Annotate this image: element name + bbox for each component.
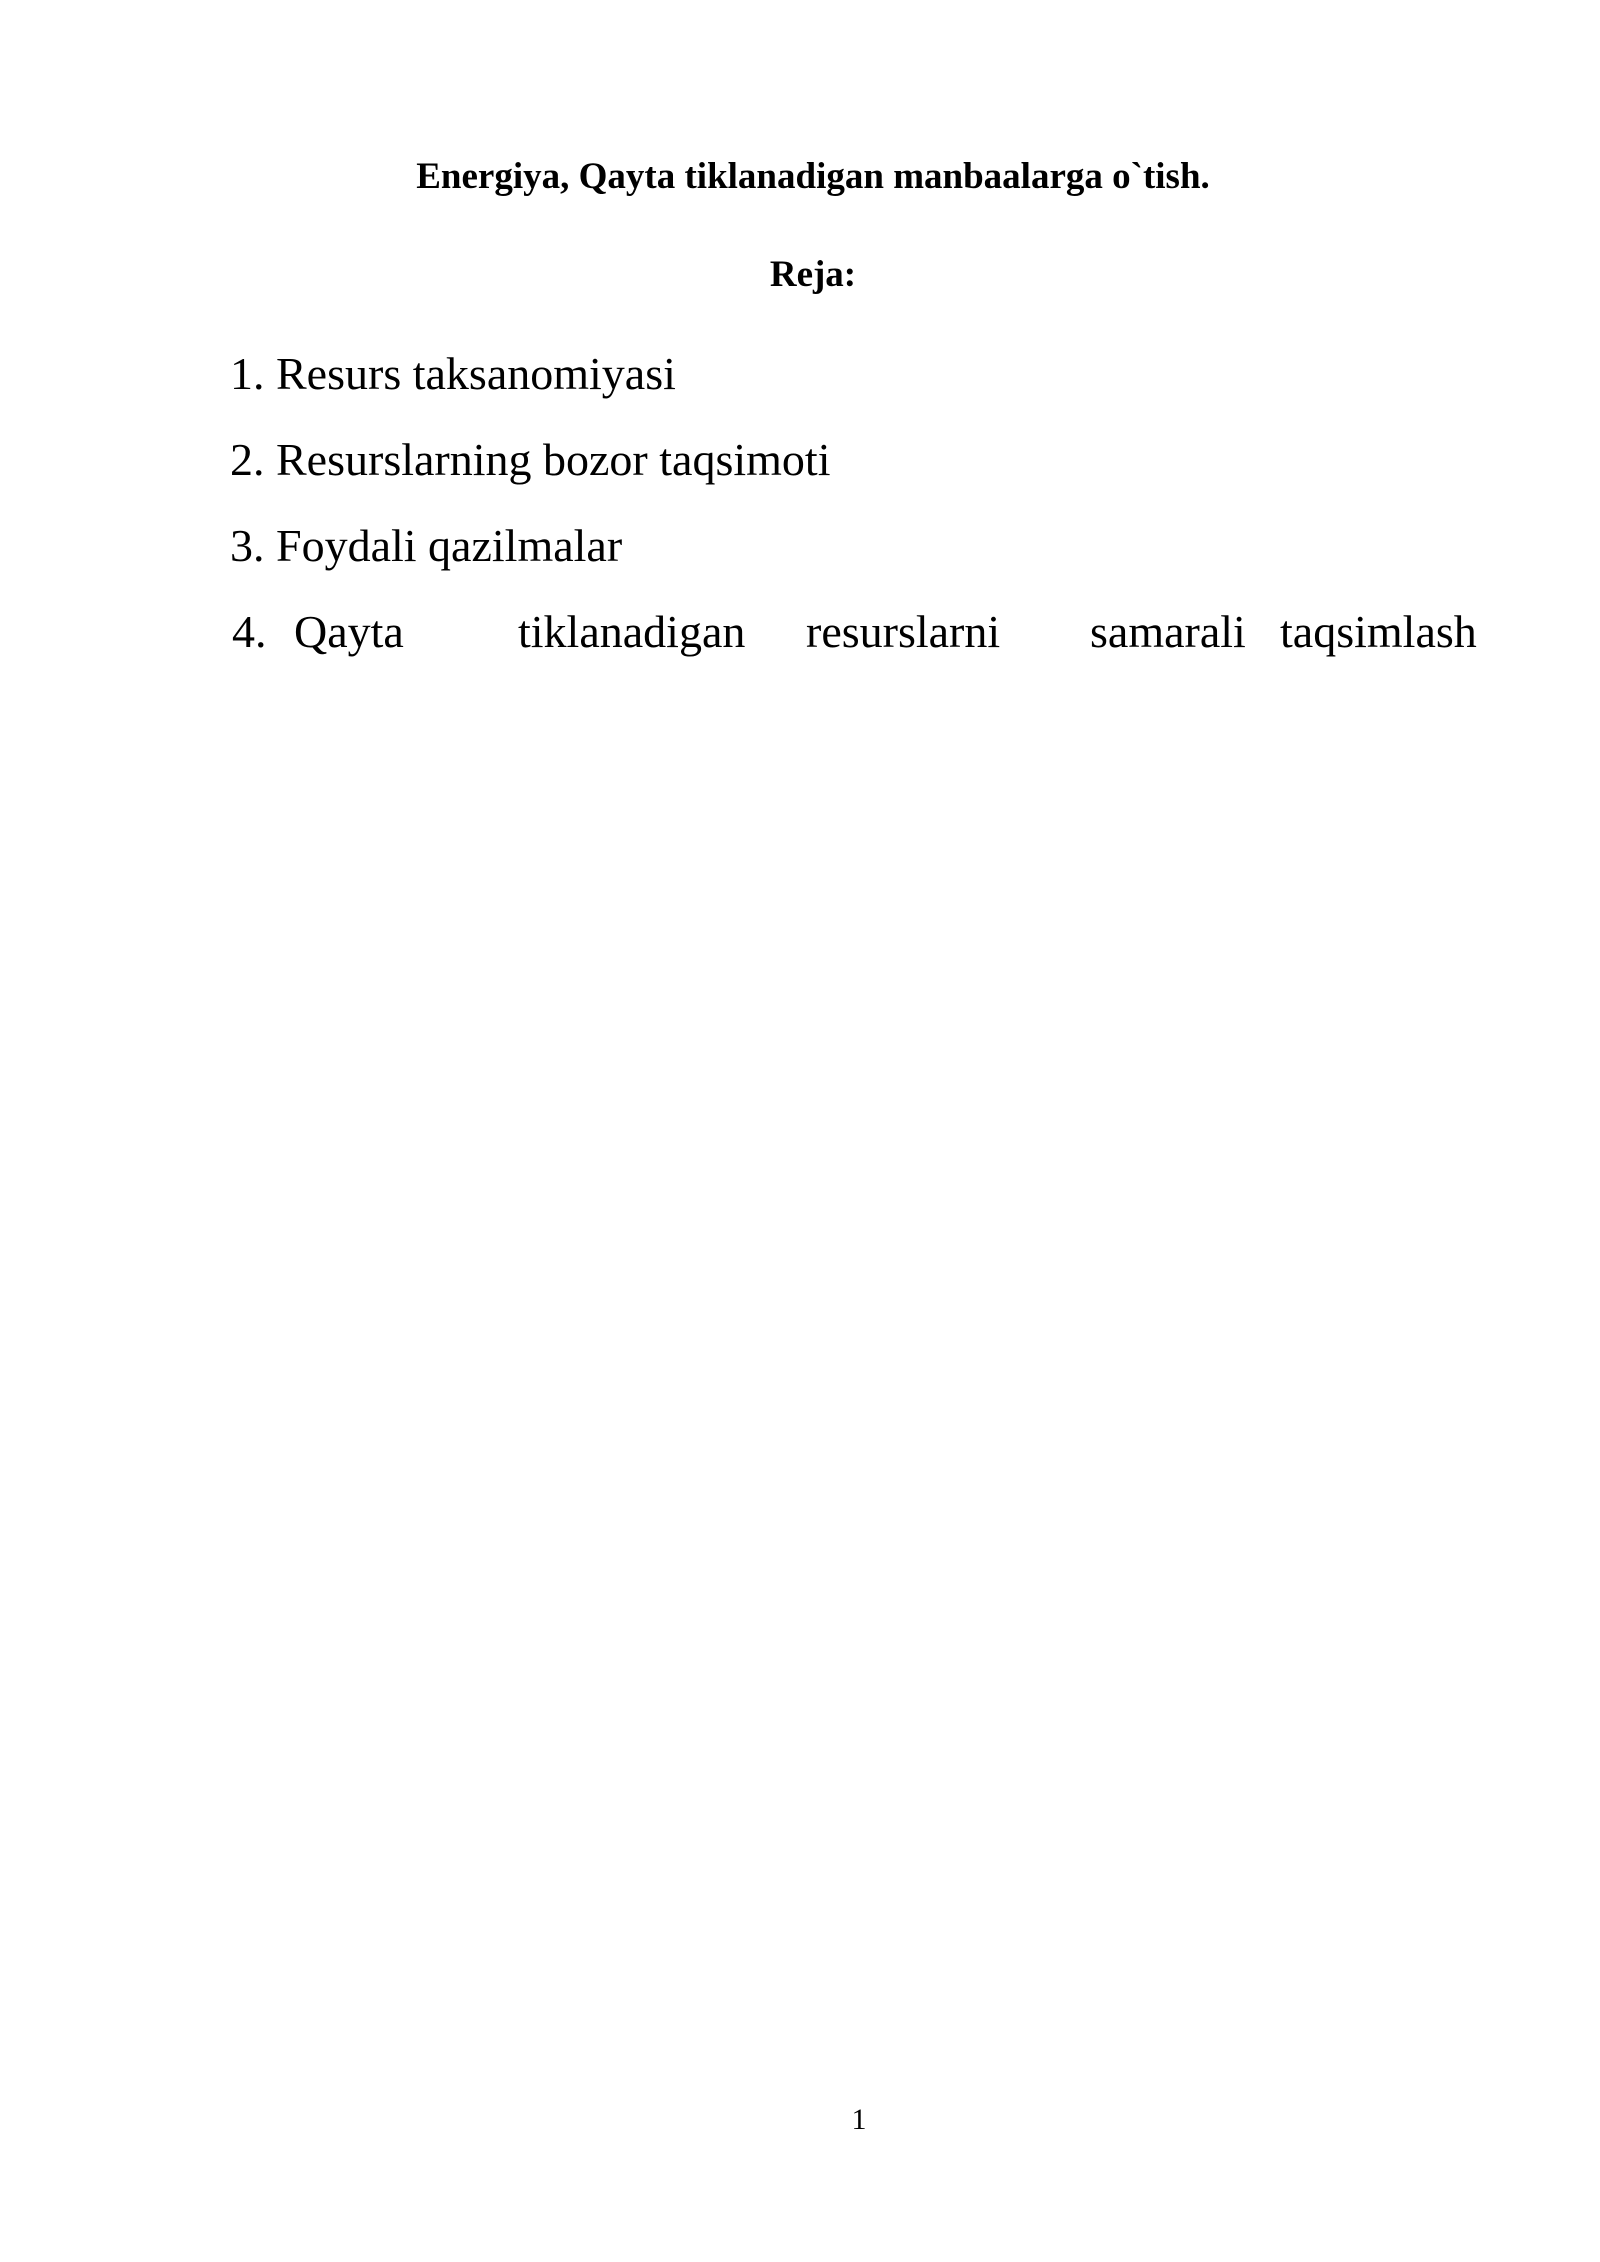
list-item-number: 4. [232,606,267,657]
document-title: Energiya, Qayta tiklanadigan manbaalarga o`tish. [416,156,1210,197]
list-item-word: Qayta [294,606,404,657]
list-item-text: Resurs taksanomiyasi [276,348,676,399]
list-item-word: samarali [1090,606,1246,657]
list-item-text: Resurslarning bozor taqsimoti [276,434,831,485]
list-item-number: 3. [230,520,265,571]
list-item [232,602,1490,662]
list-item-word: resurslarni [806,606,1001,657]
list-item-number: 2. [230,434,265,485]
list-item-word: taqsimlash [1280,606,1477,657]
list-item [230,516,622,576]
plan-heading: Reja: [769,254,857,295]
list-item-word: tiklanadigan [518,606,746,657]
page-number: 1 [851,2103,867,2136]
list-item [230,344,676,404]
list-item-text: Foydali qazilmalar [276,520,623,571]
list-item-number: 1. [230,348,265,399]
list-item [230,430,830,490]
